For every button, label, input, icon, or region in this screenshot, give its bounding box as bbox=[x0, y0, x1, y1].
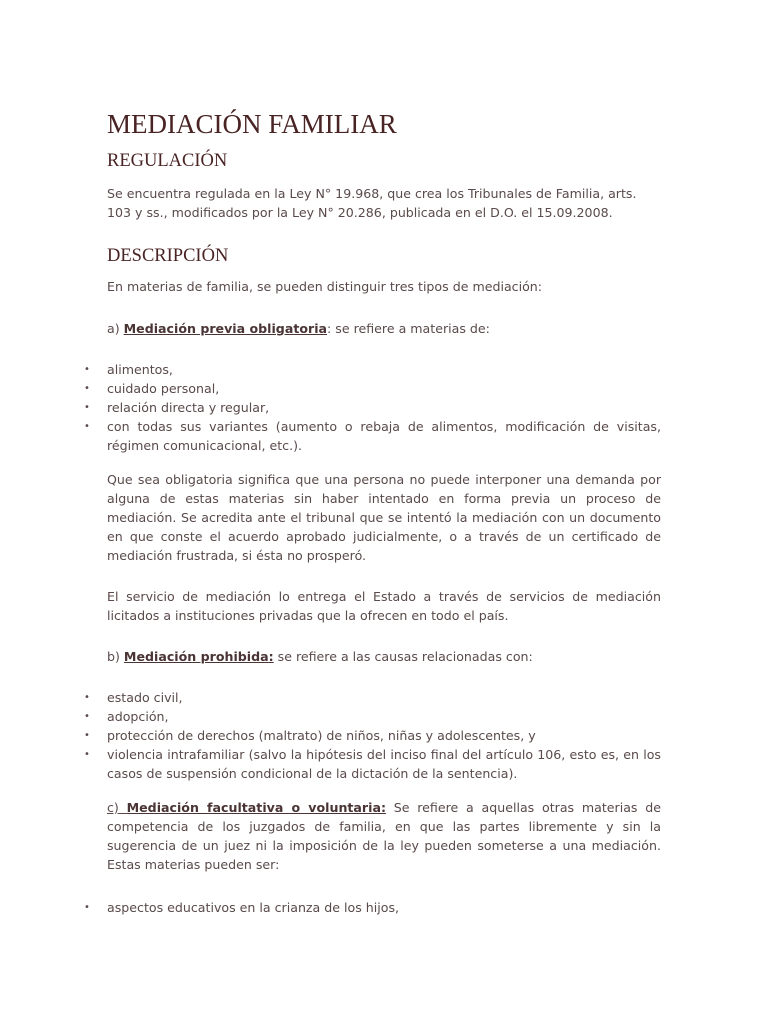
list-item-text: alimentos, bbox=[107, 362, 173, 377]
bullet-icon: • bbox=[84, 749, 90, 760]
bullet-icon: • bbox=[84, 402, 90, 413]
tipo-a-label: Mediación previa obligatoria bbox=[123, 321, 328, 336]
list-item bbox=[0, 360, 661, 379]
descripcion-intro: En materias de familia, se pueden distinguir tres tipos de mediación: bbox=[107, 279, 543, 294]
list-item bbox=[0, 726, 661, 745]
bullet-icon: • bbox=[84, 902, 90, 913]
tipo-a-servicio: El servicio de mediación lo entrega el Estado a través de servicios de mediación licitados a instituciones privadas que la ofrecen en todo el país. bbox=[107, 589, 661, 623]
list-item bbox=[0, 379, 661, 398]
list-item-text: relación directa y regular, bbox=[107, 400, 270, 415]
bullet-icon: • bbox=[84, 711, 90, 722]
tipo-c-intro bbox=[107, 798, 661, 874]
tipo-c-prefix: c) bbox=[107, 800, 127, 815]
document-title: MEDIACIÓN FAMILIAR bbox=[107, 109, 397, 139]
list-item bbox=[0, 707, 661, 726]
tipo-c-label: Mediación facultativa o voluntaria: bbox=[126, 800, 386, 815]
tipo-a-prefix: a) bbox=[107, 321, 124, 336]
list-item-text: aspectos educativos en la crianza de los hijos, bbox=[107, 900, 400, 915]
list-item-text: violencia intrafamiliar (salvo la hipótesis del inciso final del artículo 106, esto es, en los casos de suspensión condicional de la dictación de la sentencia). bbox=[107, 747, 661, 781]
list-item-text: estado civil, bbox=[107, 690, 183, 705]
list-item-text: protección de derechos (maltrato) de niños, niñas y adolescentes, y bbox=[107, 728, 536, 743]
bullet-icon: • bbox=[84, 364, 90, 375]
tipo-a-explanation: Que sea obligatoria significa que una persona no puede interponer una demanda por alguna de estas materias sin haber intentado en forma previa un proceso de mediación. Se acredita ante el tribunal que se intentó la mediación con un documento en que conste el acuerdo aprobado judicialmente, o a través de un certificado de mediación frustrada, si ésta no prosperó. bbox=[107, 472, 661, 563]
list-item bbox=[0, 398, 661, 417]
list-item-text: con todas sus variantes (aumento o rebaja de alimentos, modificación de visitas, régimen comunicacional, etc.). bbox=[107, 419, 661, 453]
regulacion-heading: REGULACIÓN bbox=[107, 151, 228, 171]
list-item-text: adopción, bbox=[107, 709, 169, 724]
list-item bbox=[0, 417, 661, 455]
tipo-b-label: Mediación prohibida: bbox=[123, 649, 274, 664]
tipo-c-list bbox=[0, 898, 661, 917]
tipo-b-prefix: b) bbox=[107, 649, 124, 664]
list-item-text: cuidado personal, bbox=[107, 381, 220, 396]
tipo-b-list bbox=[0, 688, 661, 783]
bullet-icon: • bbox=[84, 730, 90, 741]
tipo-c-suffix: Se refiere a aquellas otras materias de competencia de los juzgados de familia, en que las partes libremente y sin la sugerencia de un juez ni la imposición de la ley pueden someterse a una mediación. Estas materias pueden ser: bbox=[107, 800, 661, 872]
tipo-b-intro bbox=[107, 647, 661, 666]
bullet-icon: • bbox=[84, 383, 90, 394]
list-item bbox=[0, 745, 661, 783]
regulacion-text: Se encuentra regulada en la Ley N° 19.968, que crea los Tribunales de Familia, arts. 103 y ss., modificados por la Ley N° 20.286, publicada en el D.O. el 15.09.2008. bbox=[107, 186, 637, 220]
tipo-a-list bbox=[0, 360, 661, 455]
bullet-icon: • bbox=[84, 692, 90, 703]
descripcion-heading: DESCRIPCIÓN bbox=[107, 246, 229, 266]
tipo-a-suffix: : se refiere a materias de: bbox=[327, 321, 490, 336]
list-item bbox=[0, 688, 661, 707]
list-item bbox=[0, 898, 661, 917]
bullet-icon: • bbox=[84, 421, 90, 432]
tipo-b-suffix: se refiere a las causas relacionadas con: bbox=[273, 649, 533, 664]
tipo-a-intro bbox=[107, 319, 661, 338]
